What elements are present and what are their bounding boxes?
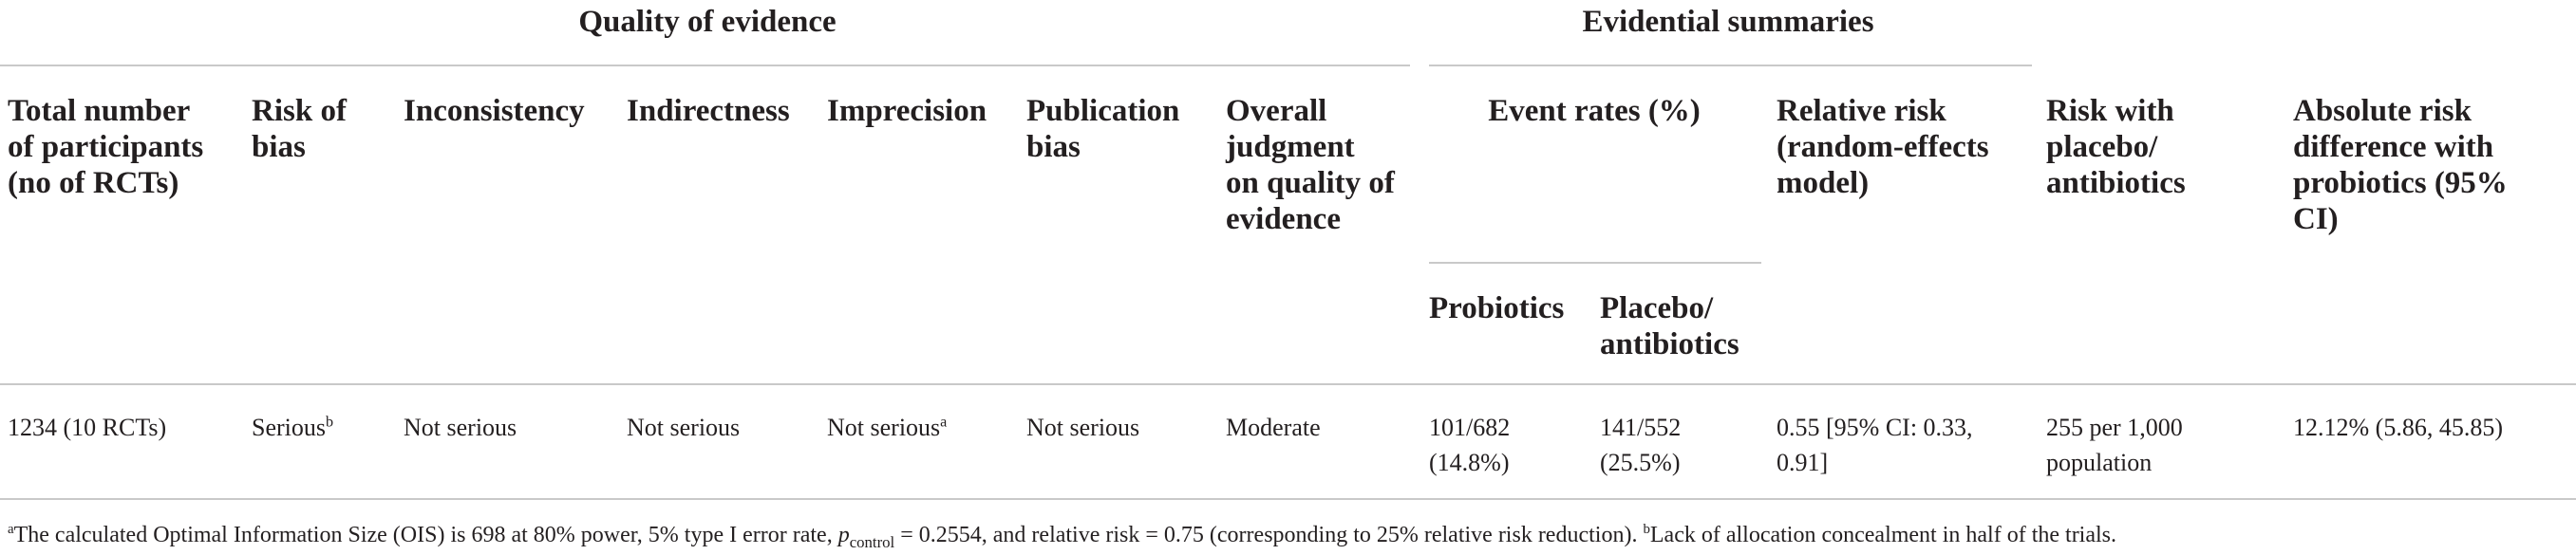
header-inconsistency: Inconsistency [404, 94, 585, 128]
group-header-quality: Quality of evidence [578, 5, 837, 39]
header-risk-with-placebo: Risk with placebo/ antibiotics [2046, 94, 2186, 200]
group-header-evidential: Evidential summaries [1582, 5, 1874, 39]
cell-relative-risk: 0.55 [95% CI: 0.33, 0.91] [1777, 414, 1973, 476]
header-placebo-antibiotics: Placebo/ antibiotics [1600, 291, 1739, 361]
cell-probiotics: 101/682 (14.8%) [1429, 414, 1511, 476]
cell-indirectness: Not serious [627, 414, 741, 441]
header-risk-of-bias: Risk of bias [252, 94, 347, 164]
header-publication-bias: Publication bias [1026, 94, 1180, 164]
cell-inconsistency: Not serious [404, 414, 517, 441]
cell-participants: 1234 (10 RCTs) [8, 414, 167, 441]
header-bottom-rule [0, 383, 2576, 385]
header-relative-risk: Relative risk (random-effects model) [1777, 94, 1989, 200]
cell-risk-of-bias: Serious$^b$ [252, 414, 334, 441]
header-indirectness: Indirectness [627, 94, 790, 128]
cell-overall-judgment: Moderate [1226, 414, 1321, 441]
header-event-rates: Event rates (%) [1488, 94, 1701, 128]
header-imprecision: Imprecision [827, 94, 987, 128]
cell-placebo-antibiotics: 141/552 (25.5%) [1600, 414, 1682, 476]
footnote-ref-b: b [326, 414, 334, 431]
header-absolute-risk: Absolute risk difference with probiotics (95% CI) [2293, 94, 2508, 236]
cell-risk-with-placebo: 255 per 1,000 population [2046, 414, 2183, 476]
table-bottom-rule [0, 498, 2576, 500]
header-overall-judgment: Overall judgment on quality of evidence [1226, 94, 1395, 236]
header-total-participants: Total number of participants (no of RCTs) [8, 94, 204, 200]
header-probiotics: Probiotics [1429, 291, 1565, 325]
footnote-ref-a: a [940, 414, 948, 431]
event-rates-rule [1429, 262, 1761, 264]
group-rule-evidential [1429, 65, 2032, 66]
cell-absolute-risk: 12.12% (5.86, 45.85) [2293, 414, 2503, 441]
cell-imprecision: Not serious$^a$ [827, 414, 948, 441]
group-rule-quality [0, 65, 1410, 66]
table-footnote: $^a$The calculated Optimal Information Size (OIS) is 698 at 80% power, 5% type I error rate, $p_{control} = 0.2554$, and relative risk = 0.75 (corresponding to 25% relative risk reduction). $^b$Lack of allocation concealment in half of the trials. [8, 522, 2117, 551]
cell-publication-bias: Not serious [1026, 414, 1140, 441]
